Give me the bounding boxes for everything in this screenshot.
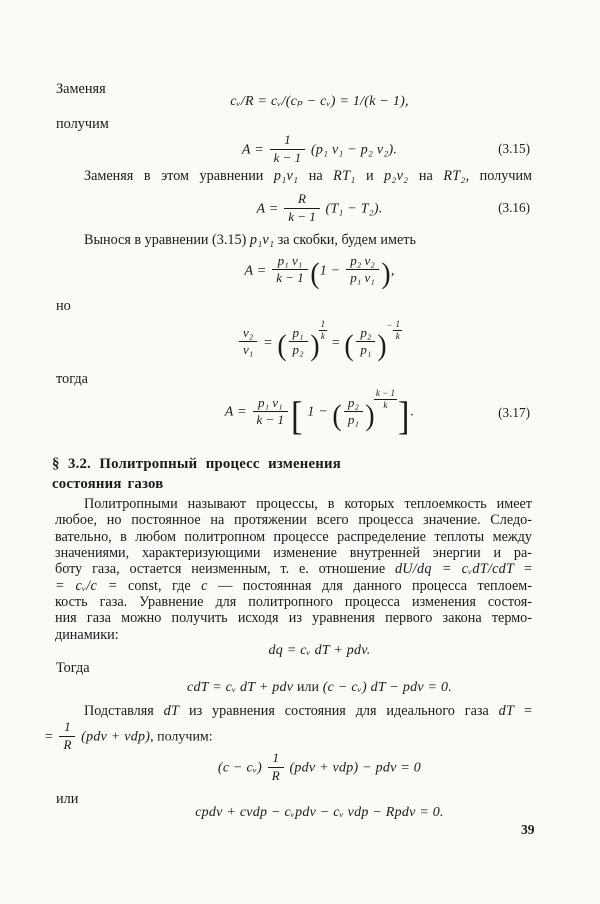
text-run: значениями, характеризующими изменение внутренней энергии и ра- [55, 545, 532, 562]
math-run: (pdv + vdp) − pdv = 0 [285, 760, 422, 776]
text-run: Политропными называют процессы, в которых теплоемкость имеет [84, 496, 532, 512]
fraction-numerator: p₂ [344, 396, 363, 413]
math-run: (T₁ − T₂). [321, 201, 383, 217]
fraction [268, 751, 284, 783]
fraction-numerator: p₂ [356, 326, 375, 343]
math-run: . [410, 405, 415, 421]
math-run: p₁v₁ [249, 232, 275, 248]
math-run: cdT = cᵥ dT + pdv [186, 680, 298, 695]
text-or: или [56, 791, 79, 807]
math-run: = [259, 335, 277, 351]
equation-content [225, 389, 414, 436]
exponent-fraction [374, 389, 397, 410]
fraction-denominator: k − 1 [276, 270, 304, 286]
paragraph-line [55, 545, 532, 561]
big-delimiter: ( [310, 256, 320, 291]
text-run: боту газа, остается неизменным, т. е. отношение [55, 561, 395, 578]
math-run: (c − cᵥ) dT − pdv = 0. [319, 680, 453, 695]
fraction-numerator: p₁ [289, 326, 308, 343]
fraction [253, 396, 289, 428]
fraction-numerator: 1 [270, 133, 306, 150]
equation-content [242, 133, 397, 165]
equation-content [218, 751, 421, 783]
math-run: 1 − [303, 405, 332, 421]
text-then-cap: Тогда [56, 660, 90, 676]
equation-cdt [55, 678, 532, 698]
math-run: A = [224, 405, 251, 421]
fraction [272, 254, 308, 286]
math-run: RT₂ [443, 168, 466, 184]
math-run: (pdv + vdp) [77, 729, 151, 745]
math-run: = [327, 335, 345, 351]
fraction-numerator: 1 [395, 318, 400, 329]
text-run: любое, но постоянное на протяжении всего процесса значение. Следо- [55, 512, 532, 529]
big-delimiter: ) [381, 256, 391, 291]
math-run: dT [498, 703, 515, 719]
math-run: (c − cᵥ) [217, 760, 266, 776]
equation-first-law [55, 641, 532, 661]
section-heading [52, 455, 529, 494]
paragraph-line [55, 578, 532, 594]
text-run: Подставляя [84, 703, 164, 719]
fraction-denominator: k − 1 [273, 149, 302, 165]
math-run: A = [244, 263, 271, 279]
text-run: — постоянная для данного процесса теплоем- [207, 577, 532, 594]
paragraph-line [55, 512, 532, 528]
math-run: , [390, 263, 395, 279]
equation-factored [55, 250, 532, 292]
fraction-denominator: p₂ [292, 342, 304, 358]
fraction-denominator: p₁ [360, 342, 372, 358]
equation-final-differential [55, 803, 532, 823]
fraction-denominator: k − 1 [256, 412, 285, 428]
math-run: dq = cᵥ dT + pdv. [268, 643, 371, 658]
text-run: динамики: [55, 626, 119, 643]
big-delimiter: ) [365, 398, 375, 433]
text-run: = [514, 561, 532, 578]
fraction-denominator: k [320, 330, 325, 341]
math-run: = [44, 729, 58, 745]
fraction-numerator: k − 1 [375, 388, 395, 399]
section-heading-line1: § 3.2. Политропный процесс изменения [52, 456, 341, 472]
fraction-denominator: p₁ [347, 412, 359, 428]
paragraph-line [55, 594, 532, 610]
equation-content [187, 680, 452, 696]
exponent-fraction [319, 320, 328, 341]
text-we-get: получим [56, 116, 109, 132]
math-run: dT [163, 703, 180, 719]
big-delimiter: [ [291, 393, 303, 438]
equation-3-16 [55, 191, 532, 225]
paragraph-replace-pv [55, 168, 532, 184]
equation-3-17 [55, 389, 532, 437]
fraction [239, 326, 257, 358]
text-run: за скобки, будем иметь [274, 232, 416, 248]
math-run: A = [256, 201, 283, 217]
fraction-denominator: p₁ v₁ [350, 270, 375, 286]
text-replacing: Заменяя [56, 81, 106, 97]
math-run: c [201, 577, 208, 594]
section-heading-line2: состояния газов [52, 475, 164, 492]
equation-content [230, 93, 409, 110]
big-delimiter: ) [377, 328, 388, 363]
equation-volume-ratio [55, 318, 532, 362]
fraction-denominator: v₁ [243, 342, 254, 358]
text-run: или [297, 680, 319, 695]
equation-substitution [44, 720, 521, 752]
fraction-numerator: p₂ v₂ [346, 254, 379, 271]
math-run: dU/dq = cᵥdT/cdT [394, 561, 515, 578]
page-number: 39 [521, 822, 535, 837]
big-delimiter: ( [332, 398, 342, 433]
paragraph-line [55, 529, 532, 545]
text-run: и [355, 168, 385, 184]
paragraph-substituting-dt [55, 703, 532, 719]
paragraph-line [55, 561, 532, 577]
fraction-numerator: 1 [320, 318, 326, 329]
exponent-fraction-body [393, 320, 402, 341]
fraction [59, 720, 75, 752]
fraction-numerator: 1 [268, 751, 284, 768]
text-but: но [56, 298, 71, 314]
equation-3-15 [55, 131, 532, 167]
text-then: тогда [56, 371, 88, 387]
equation-number-3-16: (3.16) [498, 200, 530, 215]
equation-content [244, 254, 394, 289]
equation-content [195, 805, 444, 821]
exponent-fraction [386, 320, 402, 341]
equation-content [269, 643, 371, 659]
fraction-numerator: 1 [59, 720, 75, 737]
exponent-minus: − [386, 320, 393, 331]
math-run: p₂v₂ [384, 168, 409, 184]
fraction [270, 133, 306, 165]
text-run: из уравнения состояния для идеального газа [179, 703, 499, 719]
text-run: = [514, 703, 532, 719]
fraction-numerator: v₂ [239, 326, 257, 343]
math-run: cᵥ/R = cᵥ/(cₚ − cᵥ) = 1/(k − 1), [230, 93, 409, 109]
fraction [356, 326, 375, 358]
fraction [284, 192, 320, 224]
math-run: RT₁ [333, 168, 356, 184]
paragraph-line [55, 496, 532, 512]
text-run: , получим [465, 168, 533, 184]
fraction-numerator: p₁ v₁ [253, 396, 289, 413]
paragraph-polytropic-definition [55, 496, 532, 643]
fraction-numerator: R [284, 192, 320, 209]
text-run: , получим: [150, 729, 213, 745]
math-run: A = [241, 142, 268, 158]
exponent-fraction-body [319, 320, 328, 341]
paragraph-factor-out [55, 232, 532, 248]
fraction-numerator: p₁ v₁ [272, 254, 308, 271]
equation-content [237, 320, 402, 361]
fraction [289, 326, 308, 358]
math-run: p₁v₁ [273, 168, 299, 184]
text-run: вательно, в любом политропном процессе распределение теплоты между [55, 528, 532, 545]
math-run: cpdv + cvdp − cᵥpdv − cᵥ vdp − Rpdv = 0. [195, 805, 444, 820]
fraction [344, 396, 363, 428]
fraction-denominator: k [383, 400, 388, 411]
math-run: (p₁ v₁ − p₂ v₂). [307, 142, 398, 158]
text-run: кость газа. Уравнение для политропного процесса изменения состоя- [55, 594, 532, 611]
equation-content [44, 720, 213, 752]
equation-number-3-17: (3.17) [498, 405, 530, 420]
equation-cv-ratio [55, 91, 532, 111]
fraction [346, 254, 379, 286]
equation-number-3-15: (3.15) [498, 141, 530, 156]
fraction-denominator: R [63, 736, 72, 752]
equation-content [256, 192, 382, 224]
exponent-fraction-body [374, 389, 397, 410]
paragraph-line [55, 610, 532, 626]
fraction-denominator: R [271, 767, 280, 783]
text-run: const, где [117, 577, 202, 594]
big-delimiter: ( [344, 328, 354, 363]
text-run: на [408, 168, 444, 184]
fraction-denominator: k [395, 330, 400, 341]
math-run: = cᵥ/c = [55, 577, 118, 594]
text-run: Вынося в уравнении (3.15) [84, 232, 250, 248]
big-delimiter: ) [309, 328, 320, 363]
fraction-denominator: k − 1 [288, 208, 316, 224]
text-run: ния газа можно получить исходя из уравнения первого закона термо- [55, 610, 532, 627]
text-run: Заменяя в этом уравнении [84, 168, 274, 184]
equation-expanded [55, 751, 532, 783]
math-run: 1 − [319, 263, 345, 279]
big-delimiter: ( [276, 328, 287, 363]
big-delimiter: ] [397, 393, 410, 438]
text-run: на [298, 168, 334, 184]
